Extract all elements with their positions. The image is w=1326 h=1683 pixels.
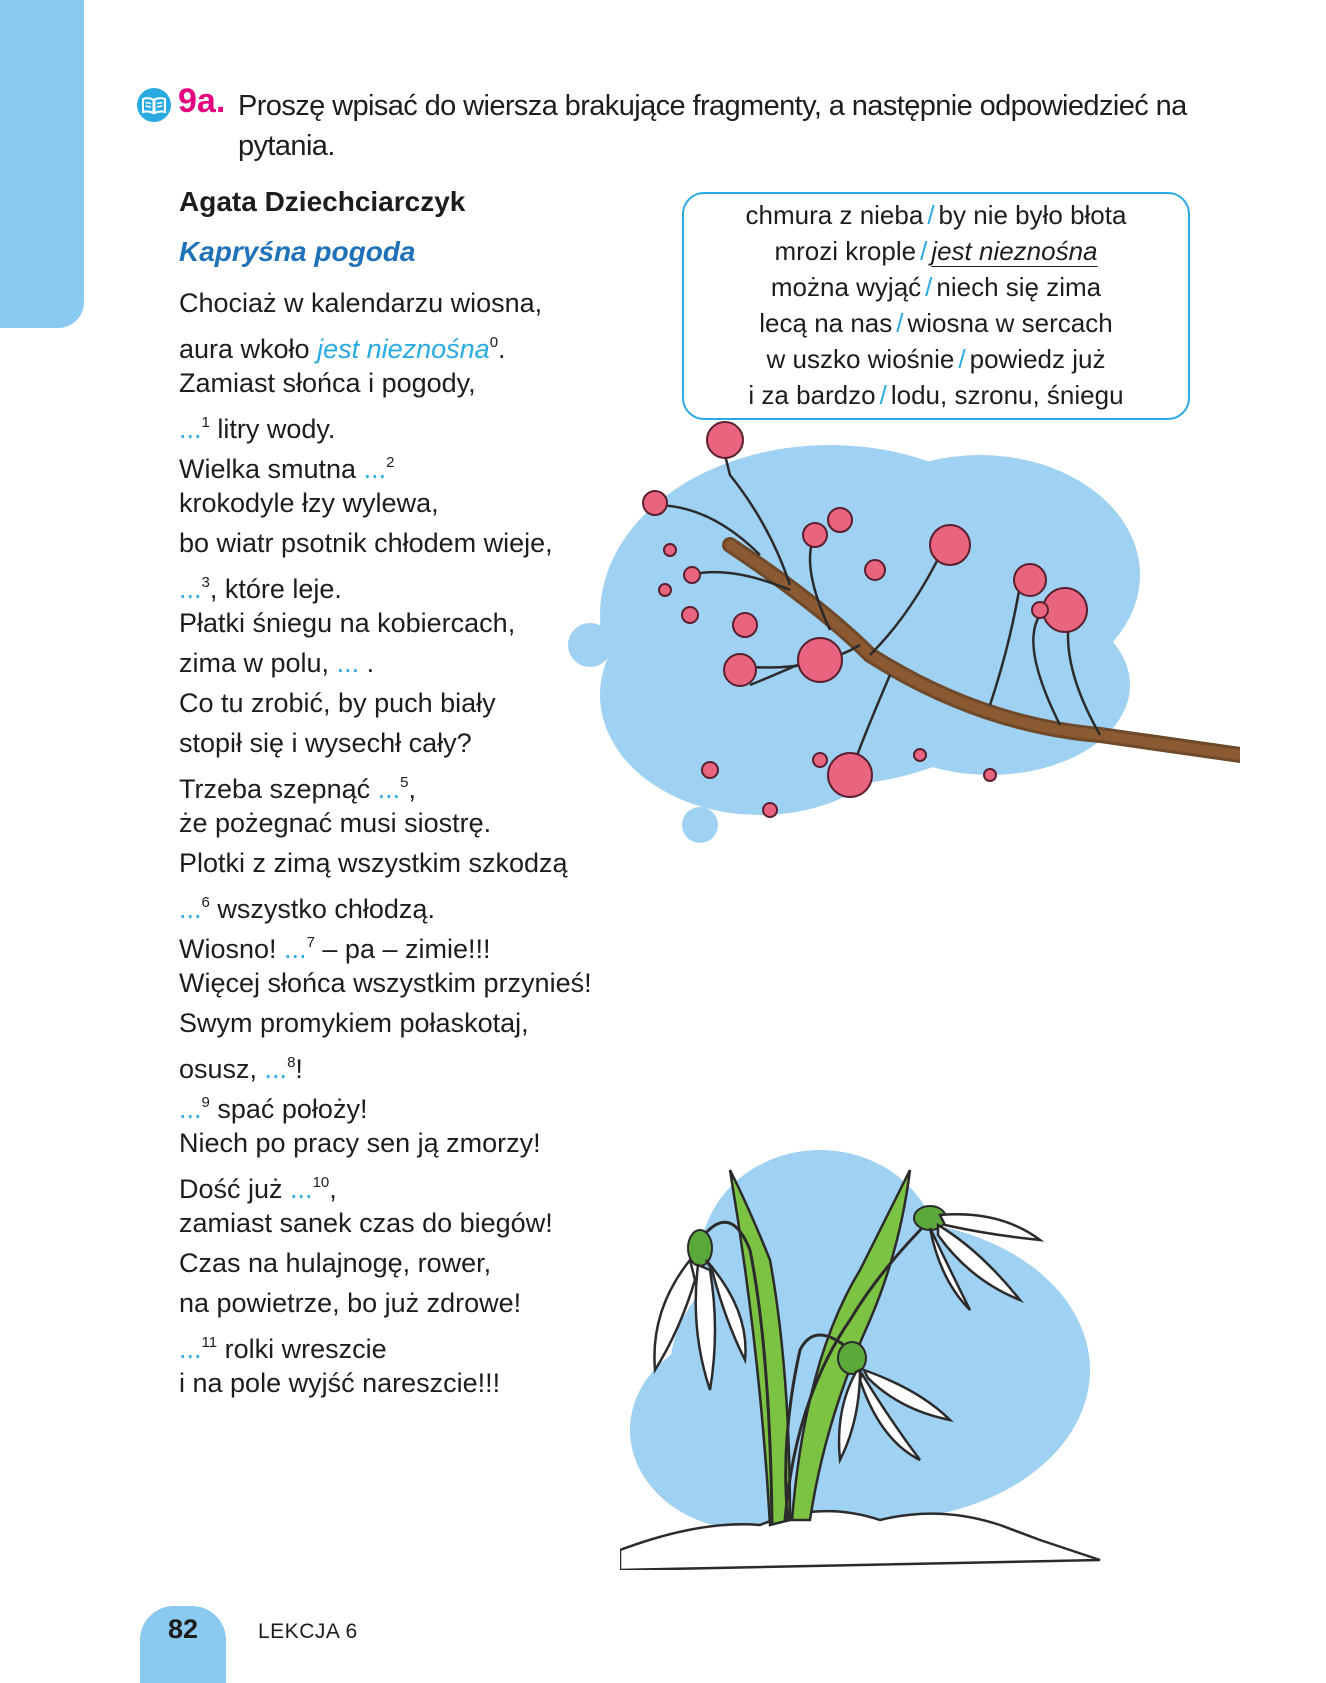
word-bank-phrase: lecą na nas [759,308,893,338]
word-bank-phrase: wiosna w sercach [907,308,1113,338]
poem-line [179,403,592,443]
word-bank-phrase: by nie było błota [938,200,1127,230]
gap-number: 10 [312,1174,330,1191]
poem-line-text: Dość już [179,1174,291,1204]
poem-line-text: bo wiatr psotnik chłodem wieje, [179,528,553,558]
poem-line-text: Płatki śniegu na kobiercach, [179,608,516,638]
word-bank-box [682,192,1190,420]
word-bank-phrase: i za bardzo [748,380,876,410]
poem-line-text: na powietrze, bo już zdrowe! [179,1288,522,1318]
poem-line [179,763,592,803]
poem-line-text: , [408,774,416,804]
poem-line-text: Wiosno! [179,934,285,964]
poem-line-text: krokodyle łzy wylewa, [179,488,439,518]
gap-number: 11 [201,1334,218,1351]
poem-line [179,283,592,323]
example-answer: jest nieznośna [317,334,490,364]
poem-title: Kapryśna pogoda [179,236,416,267]
gap-number: 0 [489,334,499,351]
poem-line [179,923,592,963]
word-bank-phrase: w uszko wiośnie [766,344,955,374]
poem-line-text: litry wody. [209,414,336,444]
word-bank-row [684,344,1188,375]
poem-line-text: . [498,334,506,364]
word-bank-row [684,236,1188,267]
blank-gap: ... [179,1334,202,1364]
page-number: 82 [167,1614,199,1644]
poem-line [179,1363,592,1403]
open-book-icon [137,88,171,122]
poem-line-text: ! [295,1054,303,1084]
blank-gap: ... [336,648,360,678]
gap-number: 2 [386,454,395,471]
lesson-label: LEKCJA 6 [258,1620,358,1643]
poem-line [179,1043,592,1083]
poem-line-text: Chociaż w kalendarzu wiosna, [179,288,543,318]
poem-line-text: – pa – zimie!!! [314,934,491,964]
poem-line [179,1003,592,1043]
poem-line [179,683,592,723]
gap-number: 1 [201,414,210,431]
word-bank-row [684,380,1188,411]
poem-line-text: Zamiast słońca i pogody, [179,368,476,398]
word-bank-row [684,272,1188,303]
poem-line-text: aura wkoło [179,334,318,364]
poem-line-text: , [329,1174,337,1204]
poem-line-text: i na pole wyjść nareszcie!!! [179,1368,501,1398]
poem-line-text: Wielka smutna [179,454,364,484]
poem-line [179,1323,592,1363]
word-bank-separator: / [958,344,966,374]
exercise-number: 9a. [178,82,226,120]
poem-line-text: Niech po pracy sen ją zmorzy! [179,1128,541,1158]
blank-gap: ... [377,774,401,804]
poem-line-text: Więcej słońca wszystkim przynieś! [179,968,592,998]
poem-line [179,1163,592,1203]
poem-line [179,843,592,883]
blank-gap: ... [179,894,202,924]
poem-line-text: spać położy! [209,1094,368,1124]
word-bank-phrase: jest nieznośna [931,236,1098,266]
poem-text [179,283,592,1403]
word-bank-phrase: powiedz już [969,344,1106,374]
word-bank-phrase: lodu, szronu, śniegu [890,380,1124,410]
poem-line-text: wszystko chłodzą. [209,894,435,924]
word-bank-separator: / [879,380,887,410]
poem-line-text: Czas na hulajnogę, rower, [179,1248,492,1278]
poem-line-text: Swym promykiem połaskotaj, [179,1008,529,1038]
word-bank-separator: / [927,200,935,230]
poem-line-text: stopił się i wysechł cały? [179,728,472,758]
blank-gap: ... [284,934,307,964]
word-bank-separator: / [896,308,904,338]
cherry-blossom-branch-illustration [560,415,1240,855]
word-bank-row [684,200,1188,231]
gap-number: 6 [201,894,210,911]
snowdrops-illustration [620,1100,1120,1570]
word-bank-separator: / [925,272,933,302]
poem-author: Agata Dziechciarczyk [179,186,466,217]
word-bank-row [684,308,1188,339]
poem-line-text: , które leje. [209,574,342,604]
blank-gap: ... [290,1174,313,1204]
poem-line [179,483,592,523]
poem-line-text: zamiast sanek czas do biegów! [179,1208,553,1238]
poem-line-text: Trzeba szepnąć [179,774,378,804]
poem-line [179,1243,592,1283]
poem-line [179,1203,592,1243]
poem-line [179,803,592,843]
poem-line [179,1083,592,1123]
gap-number: 7 [306,934,315,951]
poem-line [179,1123,592,1163]
blank-gap: ... [363,454,387,484]
blank-gap: ... [179,414,202,444]
poem-line-text: że pożegnać musi siostrę. [179,808,492,838]
poem-line [179,323,592,363]
poem-line-text: rolki wreszcie [217,1334,387,1364]
poem-line [179,603,592,643]
word-bank-phrase: chmura z nieba [745,200,924,230]
poem-line [179,643,592,683]
poem-line [179,523,592,563]
poem-line [179,723,592,763]
poem-line-text: Plotki z zimą wszystkim szkodzą [179,848,568,878]
poem-line-text: zima w polu, [179,648,337,678]
word-bank-separator: / [920,236,928,266]
poem-line [179,443,592,483]
word-bank-phrase: mrozi krople [774,236,917,266]
gap-number: 5 [400,774,409,791]
word-bank-phrase: niech się zima [936,272,1102,302]
poem-line-text: . [359,648,375,678]
poem-line [179,563,592,603]
gap-number: 9 [201,1094,210,1111]
poem-line [179,963,592,1003]
word-bank-phrase: można wyjąć [770,272,922,302]
blank-gap: ... [264,1054,288,1084]
poem-line-text: osusz, [179,1054,265,1084]
poem-line-text: Co tu zrobić, by puch biały [179,688,496,718]
blank-gap: ... [179,1094,202,1124]
blank-gap: ... [179,574,202,604]
gap-number: 8 [287,1054,296,1071]
gap-number: 3 [201,574,210,591]
poem-line [179,883,592,923]
poem-line [179,1283,592,1323]
exercise-instruction: Proszę wpisać do wiersza brakujące fragmenty, a następnie odpowiedzieć na pytania. [238,90,1187,162]
poem-line [179,363,592,403]
side-tab [0,0,84,328]
